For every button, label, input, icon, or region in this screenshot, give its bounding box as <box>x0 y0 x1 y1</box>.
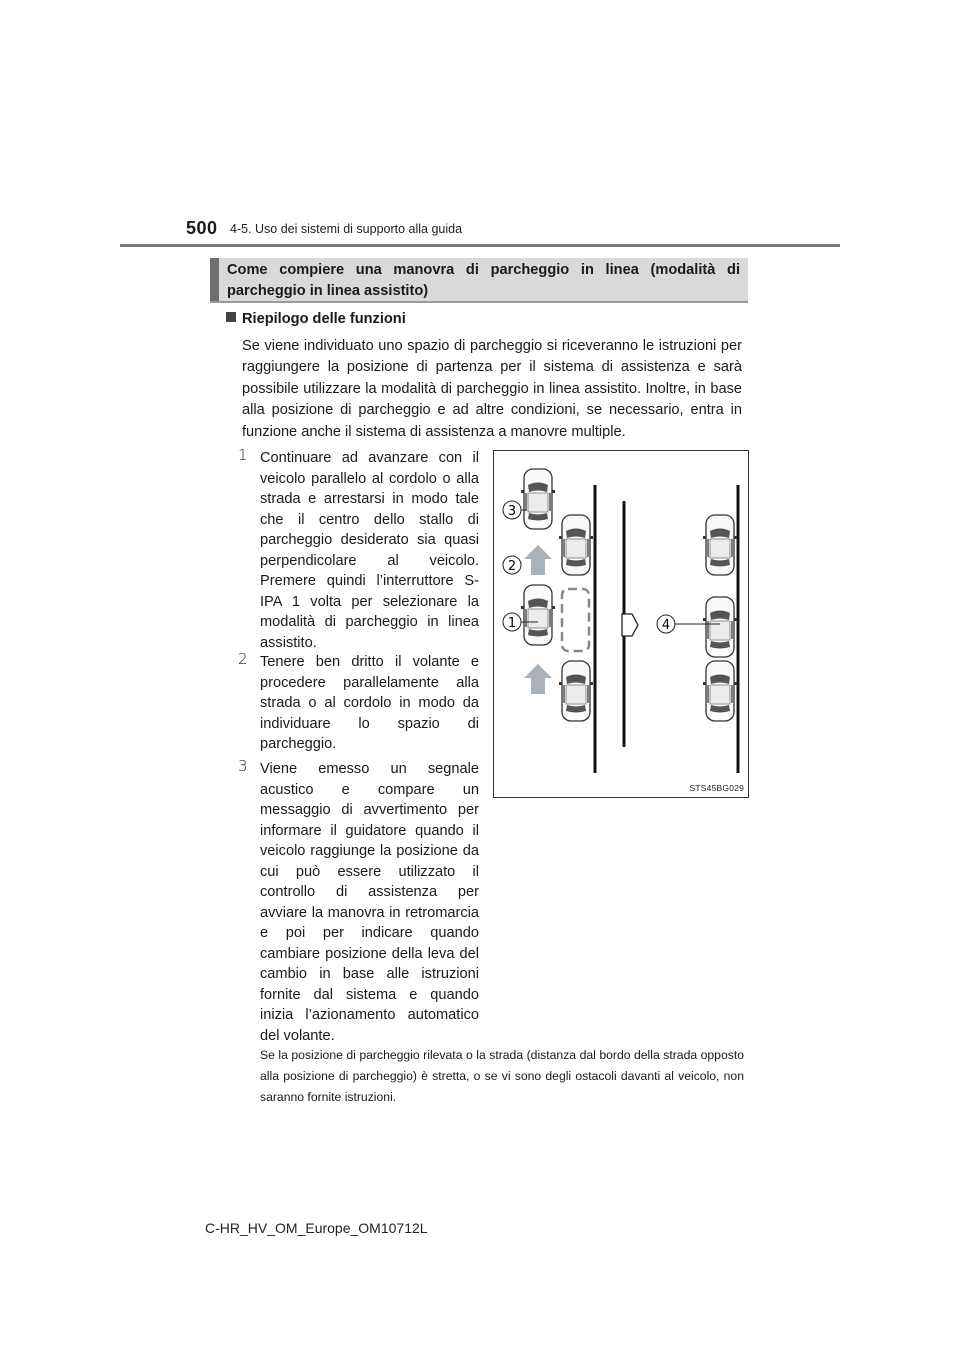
footer-doc-id: C-HR_HV_OM_Europe_OM10712L <box>205 1220 428 1236</box>
step-1-number: 1 <box>238 446 248 464</box>
arrow-up-icon <box>524 545 552 575</box>
square-bullet-icon <box>226 312 236 322</box>
car-icon <box>521 585 555 645</box>
subheading-text: Riepilogo delle funzioni <box>242 311 406 327</box>
car-icon <box>703 661 737 721</box>
car-icon <box>703 515 737 575</box>
step-3-number: 3 <box>238 757 248 775</box>
section-title: Come compiere una manovra di parcheggio in linea (modalità di parcheggio in linea assistito) <box>210 258 748 302</box>
callout-3-label: 3 <box>507 504 517 519</box>
title-divider <box>210 301 748 303</box>
diagram-code: STS45BG029 <box>689 783 744 793</box>
direction-arrow-icon <box>622 614 638 636</box>
step-1-text: Continuare ad avanzare con il veicolo parallelo al cordolo o alla strada e arrestarsi in modo tale che il centro dello stallo di parcheggio desiderato sia quasi perpendicolare al veicolo. Premere quindi l’interruttore S-IPA 1 volta per selezionare la modalità di parcheggio in linea assistito. <box>260 450 479 651</box>
car-icon <box>559 515 593 575</box>
target-parking-space <box>562 589 589 651</box>
parking-diagram-graphic <box>494 451 748 797</box>
callout-1 <box>503 613 521 631</box>
intro-paragraph: Se viene individuato uno spazio di parcheggio si riceveranno le istruzioni per raggiungere la posizione di partenza per il sistema di assistenza e sarà possibile utilizzare la modalità di parcheggio in linea assistito. Inoltre, in base alla posizione di parcheggio e ad altre condizioni, se necessario, entra in funzione anche il sistema di assistenza a manovre multiple. <box>242 338 742 440</box>
car-icon <box>703 597 737 657</box>
arrow-up-icon <box>524 664 552 694</box>
callout-2 <box>503 556 521 574</box>
callout-2-label: 2 <box>507 559 517 574</box>
step-2-number: 2 <box>238 650 248 668</box>
car-icon <box>521 469 555 529</box>
parking-diagram <box>493 450 749 798</box>
car-icon <box>559 661 593 721</box>
step-3-text: Viene emesso un segnale acustico e compare un messaggio di avvertimento per informare il guidatore quando il veicolo raggiunge la posizione da cui può essere utilizzato il controllo di assistenza per avviare la manovra in retromarcia e poi per indicare quando cambiare posizione della leva del cambio in base alle istruzioni fornite dal sistema e quando inizia l’azionamento automatico del volante. <box>260 761 479 1044</box>
page-number: 500 <box>186 218 218 238</box>
callout-1-label: 1 <box>507 616 517 631</box>
callout-4 <box>657 615 675 633</box>
section-breadcrumb: 4-5. Uso dei sistemi di supporto alla guida <box>230 222 463 236</box>
note-paragraph: Se la posizione di parcheggio rilevata o la strada (distanza dal bordo della strada opposto alla posizione di parcheggio) è stretta, o se vi sono degli ostacoli davanti al veicolo, non saranno fornite istruzioni. <box>260 1048 744 1104</box>
header-divider <box>120 244 840 247</box>
callout-4-label: 4 <box>661 618 671 633</box>
callout-3 <box>503 501 521 519</box>
subheading <box>226 311 406 327</box>
step-2-text: Tenere ben dritto il volante e procedere parallelamente alla strada o al cordolo in modo da individuare lo spazio di parcheggio. <box>260 654 479 752</box>
